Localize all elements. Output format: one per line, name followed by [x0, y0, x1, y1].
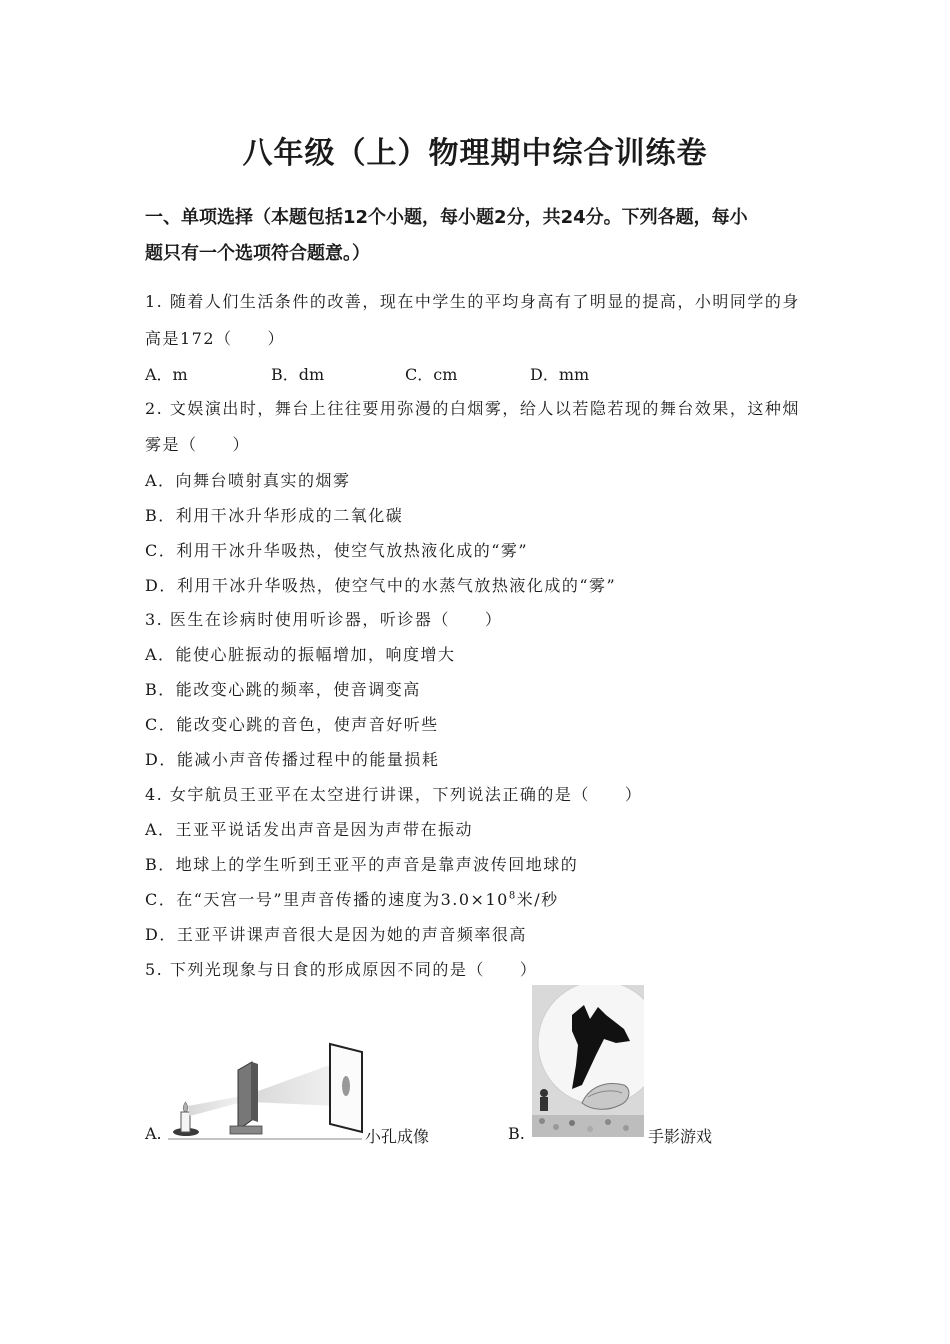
- q4-option-a: A．王亚平说话发出声音是因为声带在振动: [145, 820, 474, 839]
- q2-stem-line1: 2. 文娱演出时，舞台上往往要用弥漫的白烟雾，给人以若隐若现的舞台效果，这种烟: [145, 399, 800, 418]
- q5-option-a-letter: A.: [145, 1124, 162, 1143]
- q5-option-b-letter: B.: [508, 1124, 525, 1143]
- q3-option-d: D．能减小声音传播过程中的能量损耗: [145, 750, 440, 769]
- q4-option-c-text: C．在“天宫一号”里声音传播的速度为3.0×10: [145, 890, 509, 909]
- q5-stem: 5. 下列光现象与日食的形成原因不同的是（ ）: [145, 960, 538, 979]
- pinhole-camera-image: [166, 1040, 363, 1140]
- q1-option-b: B．dm: [271, 365, 325, 384]
- hand-shadow-image: [532, 985, 644, 1137]
- q5-option-b-label: 手影游戏: [648, 1127, 713, 1146]
- q5-option-a-label: 小孔成像: [365, 1127, 430, 1146]
- page-title: 八年级（上）物理期中综合训练卷: [242, 136, 708, 171]
- q4-stem: 4. 女宇航员王亚平在太空进行讲课，下列说法正确的是（ ）: [145, 785, 643, 804]
- q1-option-a: A．m: [145, 365, 188, 384]
- section-heading: [145, 200, 815, 272]
- q2-stem-line2: 雾是（ ）: [145, 435, 251, 454]
- q2-option-c: C．利用干冰升华吸热，使空气放热液化成的“雾”: [145, 541, 529, 560]
- section-heading-line1: 一、单项选择（本题包括12个小题，每小题2分，共24分。下列各题，每小: [145, 207, 748, 228]
- q1-option-c: C．cm: [405, 365, 458, 384]
- q1-stem-line2: 高是172（ ）: [145, 329, 286, 348]
- q1-option-d: D．mm: [530, 365, 590, 384]
- q4-option-c-unit: 米/秒: [516, 890, 559, 909]
- q2-option-d: D．利用干冰升华吸热，使空气中的水蒸气放热液化成的“雾”: [145, 576, 617, 595]
- q4-option-b: B．地球上的学生听到王亚平的声音是靠声波传回地球的: [145, 855, 579, 874]
- q4-option-c-exponent: 8: [508, 890, 517, 902]
- q3-option-b: B．能改变心跳的频率，使音调变高: [145, 680, 421, 699]
- q4-option-d: D．王亚平讲课声音很大是因为她的声音频率很高: [145, 925, 527, 944]
- q1-stem-line1: 1. 随着人们生活条件的改善，现在中学生的平均身高有了明显的提高，小明同学的身: [145, 292, 800, 311]
- q2-option-a: A．向舞台喷射真实的烟雾: [145, 471, 351, 490]
- q3-option-c: C．能改变心跳的音色，使声音好听些: [145, 715, 439, 734]
- section-heading-line2: 题只有一个选项符合题意。）: [145, 243, 370, 264]
- q3-option-a: A．能使心脏振动的振幅增加，响度增大: [145, 645, 456, 664]
- q3-stem: 3. 医生在诊病时使用听诊器，听诊器（ ）: [145, 610, 503, 629]
- q2-option-b: B．利用干冰升华形成的二氧化碳: [145, 506, 404, 525]
- q4-option-c: [145, 887, 559, 910]
